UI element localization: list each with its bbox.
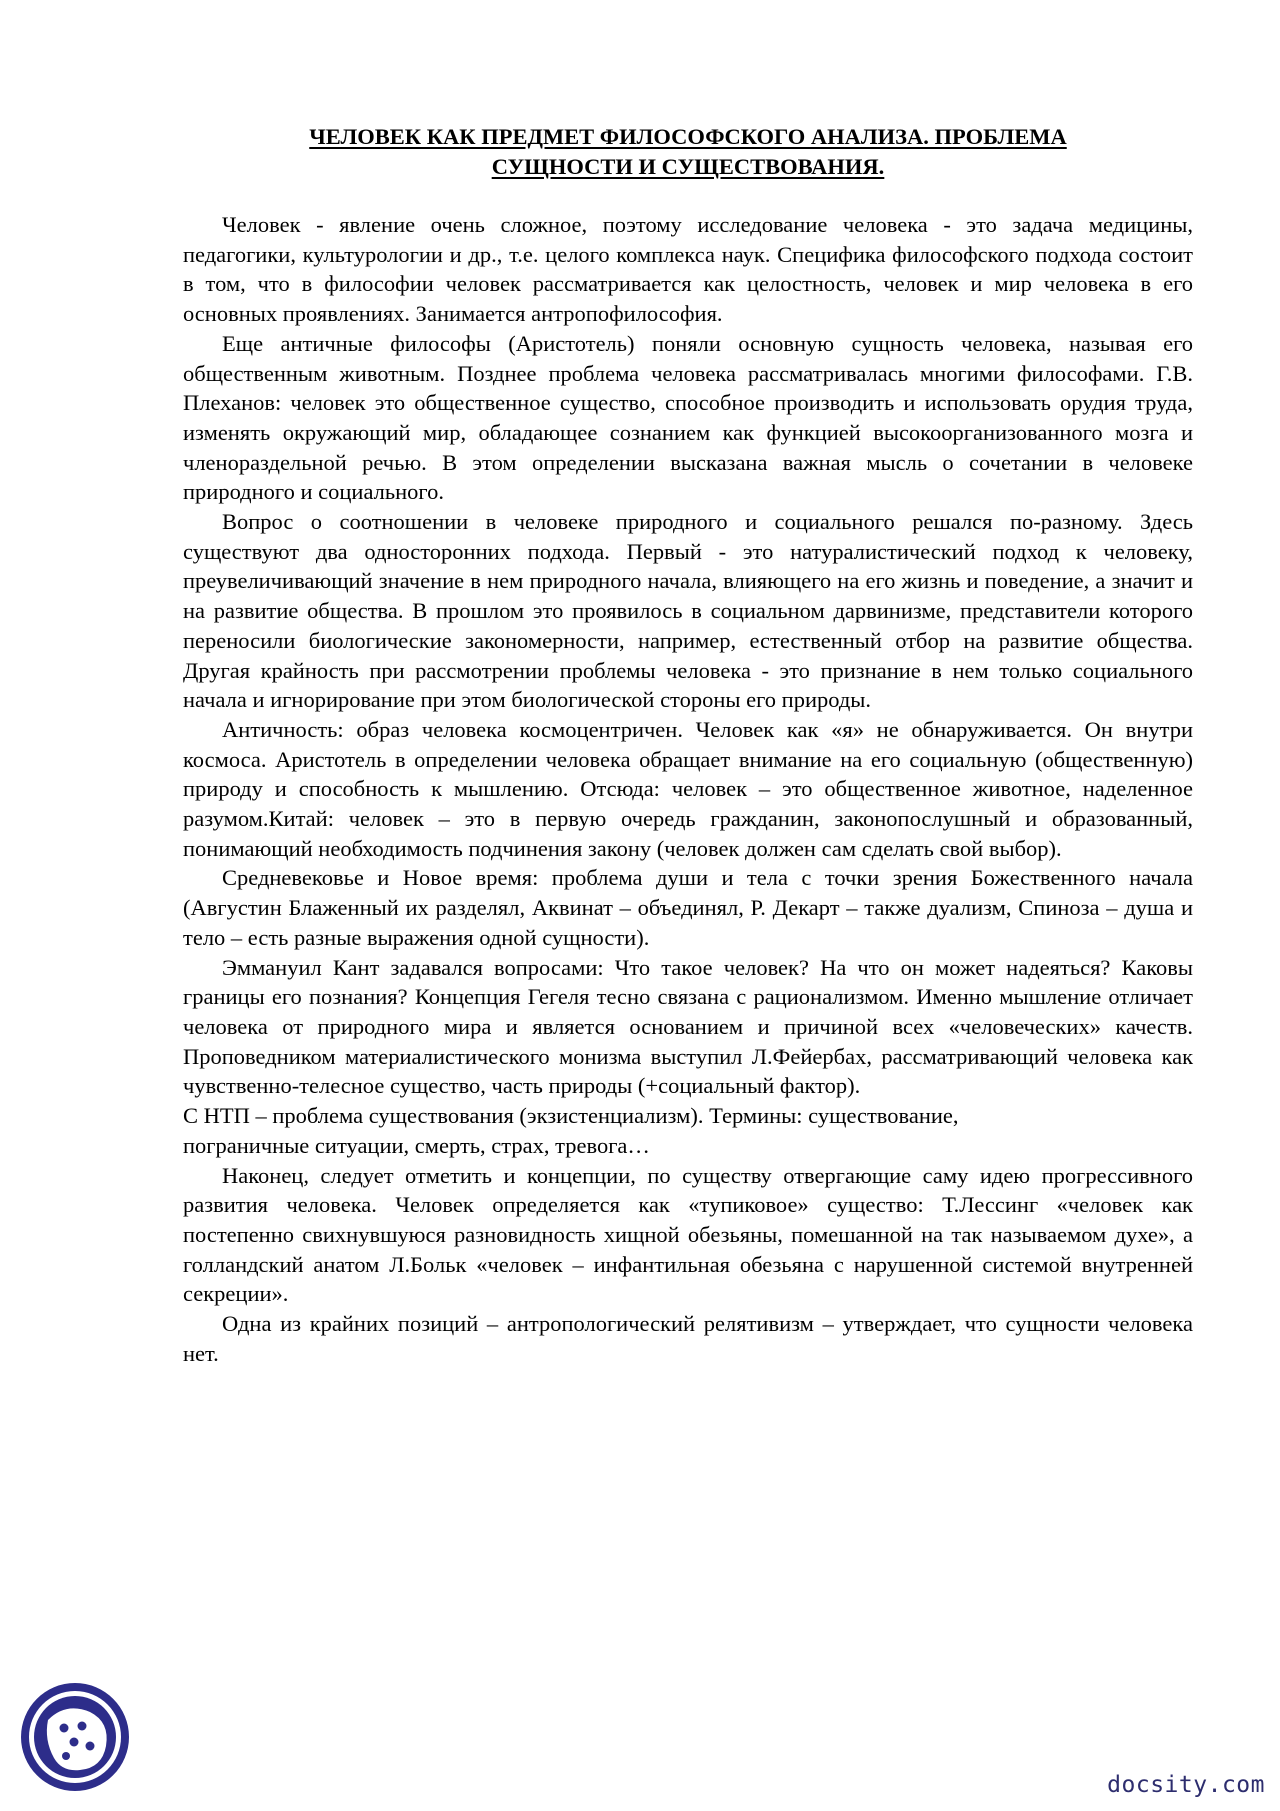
paragraph: Вопрос о соотношении в человеке природного и социального решался по-разному. Здесь существуют два односторонних подхода. Первый - это натуралистический подход к человеку, преувеличивающий значение в нем природного начала, влияющего на его жизнь и поведение, а значит и на развитие общества. В прошлом это проявилось в социальном дарвинизме, представители которого переносили биологические закономерности, например, естественный отбор на развитие общества. Другая крайность при рассмотрении проблемы человека - это признание в нем только социального начала и игнорирование при этом биологической стороны его природы. [183, 509, 1193, 713]
paragraph: Античность: образ человека космоцентричен. Человек как «я» не обнаруживается. Он внутри космоса. Аристотель в определении человека обращает внимание на его социальную (общественную) природу и способность к мышлению. Отсюда: человек – это общественное животное, наделенное разумом.Китай: человек – это в первую очередь гражданин, законопослушный и образованный, понимающий необходимость подчинения закону (человек должен сам сделать свой выбор). [183, 716, 1193, 861]
paragraph: Человек - явление очень сложное, поэтому исследование человека - это задача медицины, педагогики, культурологии и др., т.е. целого комплекса наук. Специфика философского подхода состоит в том, что в философии человек рассматривается как целостность, человек и мир человека в его основных проявлениях. Занимается антропофилософия. [183, 212, 1193, 327]
title-line-1: ЧЕЛОВЕК КАК ПРЕДМЕТ ФИЛОСОФСКОГО АНАЛИЗА. ПРОБЛЕМА [309, 124, 1067, 149]
ntp-line-2: пограничные ситуации, смерть, страх, тревога… [183, 1132, 650, 1158]
docsity-logo-icon-svg [18, 1680, 133, 1795]
paragraph: Наконец, следует отметить и концепции, по существу отвергающие саму идею прогрессивного развития человека. Человек определяется как «тупиковое» существо: Т.Лессинг «человек как постепенно свихнувшуюся разновидность хищной обезьяны, помешанной на так называемом духе», а голландский анатом Л.Больк «человек – инфантильная обезьяна с нарушенной системой внутренней секреции». [183, 1162, 1193, 1307]
paragraph: Одна из крайних позиций – антропологический релятивизм – утверждает, что сущности человека нет. [183, 1311, 1193, 1366]
document-body [183, 210, 1193, 1368]
paragraph: Еще античные философы (Аристотель) поняли основную сущность человека, называя его общественным животным. Позднее проблема человека рассматривалась многими философами. Г.В. Плеханов: человек это общественное существо, способное производить и использовать орудия труда, изменять окружающий мир, обладающее сознанием как функцией высокоорганизованного мозга и членораздельной речью. В этом определении высказана важная мысль о сочетании в человеке природного и социального. [183, 330, 1193, 505]
ntp-line-1: С НТП – проблема существования (экзистенциализм). Термины: существование, [183, 1103, 959, 1129]
paragraph: Эммануил Кант задавался вопросами: Что такое человек? На что он может надеяться? Каковы границы его познания? Концепция Гегеля тесно связана с рационализмом. Именно мышление отличает человека от природного мира и является основанием и причиной всех «человеческих» качеств. Проповедником материалистического монизма выступил Л.Фейербах, рассматривающий человека как чувственно-телесное существо, часть природы (+социальный фактор). [183, 954, 1193, 1099]
watermark[interactable]: docsity.com [1107, 1772, 1265, 1798]
paragraph: Средневековье и Новое время: проблема души и тела с точки зрения Божественного начала (Августин Блаженный их разделял, Аквинат – объединял, Р. Декарт – также дуализм, Спиноза – душа и тело – есть разные выражения одной сущности). [183, 865, 1193, 950]
title-line-2: СУЩНОСТИ И СУЩЕСТВОВАНИЯ. [491, 154, 885, 179]
docsity-logo-icon[interactable] [18, 1680, 133, 1795]
document-title [183, 122, 1193, 182]
